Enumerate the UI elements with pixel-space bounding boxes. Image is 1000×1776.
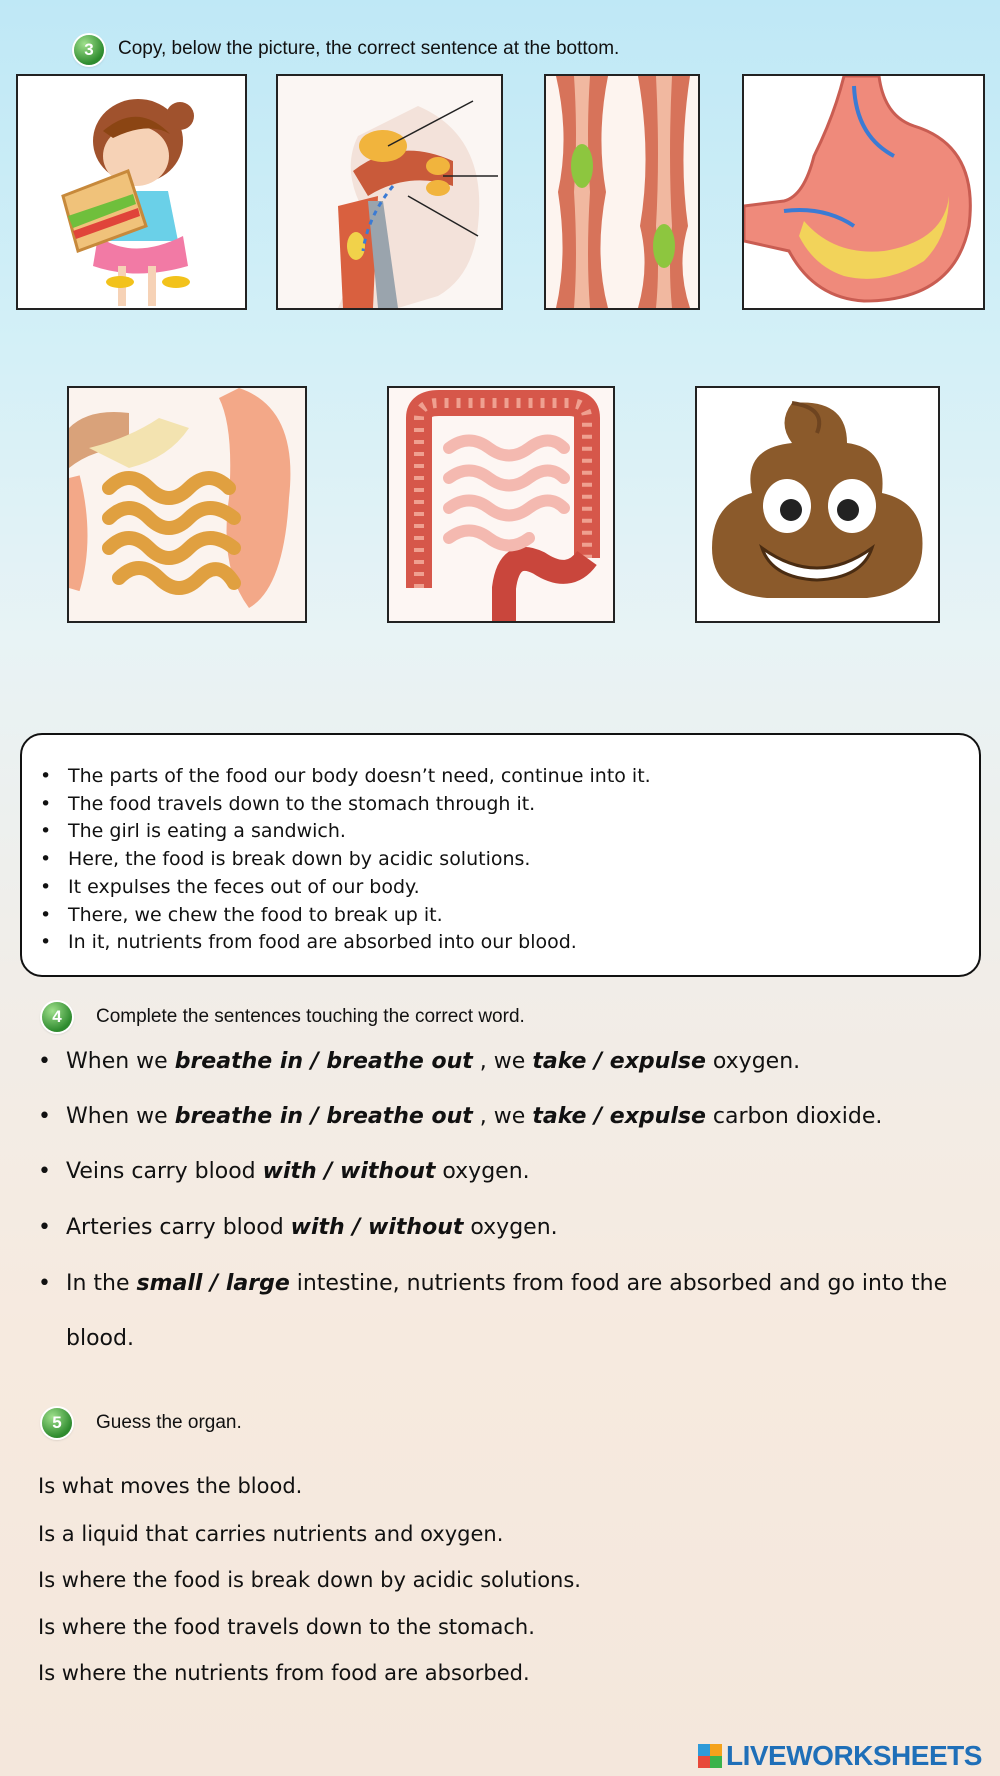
q4-item-1-post: oxygen. — [705, 1049, 801, 1074]
q5-clue-3: Is where the food is break down by acidic solutions. — [38, 1568, 581, 1592]
q4-item-5-pre: In the — [66, 1271, 137, 1296]
mouth-chewing-picture — [276, 74, 503, 310]
poop-picture — [695, 386, 940, 623]
small-intestine-icon — [69, 388, 305, 621]
small-intestine-picture — [67, 386, 307, 623]
section-4-badge: 4 — [42, 1002, 72, 1032]
q4-item-3-option-with[interactable]: with / without — [262, 1159, 436, 1184]
large-intestine-picture — [387, 386, 615, 623]
q4-item-2-post: carbon dioxide. — [705, 1104, 883, 1129]
q4-item-5-option-size[interactable]: small / large — [136, 1271, 290, 1296]
q4-item-4-post: oxygen. — [463, 1215, 558, 1240]
q4-item-5-continuation: blood. — [66, 1326, 134, 1351]
q4-item-3-pre: Veins carry blood — [66, 1159, 263, 1184]
q4-item-1-option-breathe[interactable]: breathe in / breathe out — [174, 1049, 473, 1074]
stomach-picture — [742, 74, 985, 310]
section-3-badge: 3 — [74, 35, 104, 65]
sentence-option[interactable]: • The food travels down to the stomach through it. — [22, 791, 979, 819]
q4-item-5-post: intestine, nutrients from food are absorbed and go into the — [289, 1271, 948, 1296]
sentence-option[interactable]: • The parts of the food our body doesn’t need, continue into it. — [22, 763, 979, 791]
esophagus-picture — [544, 74, 700, 310]
q4-item-1-option-take[interactable]: take / expulse — [532, 1049, 706, 1074]
q4-item-1-mid: , we — [472, 1049, 533, 1074]
q4-item-1-pre: When we — [66, 1049, 175, 1074]
q4-item-2-option-take[interactable]: take / expulse — [532, 1104, 706, 1129]
section-5-badge: 5 — [42, 1408, 72, 1438]
sentence-option[interactable]: • The girl is eating a sandwich. — [22, 818, 979, 846]
sentence-option[interactable]: • It expulses the feces out of our body. — [22, 874, 979, 902]
q4-item-4-option-with[interactable]: with / without — [290, 1215, 464, 1240]
sentence-options-box — [20, 733, 981, 977]
q4-item-2-mid: , we — [472, 1104, 533, 1129]
section-3-instruction: Copy, below the picture, the correct sentence at the bottom. — [118, 38, 620, 59]
sentence-option[interactable]: • In it, nutrients from food are absorbed into our blood. — [22, 929, 979, 957]
sentence-option[interactable]: • Here, the food is break down by acidic solutions. — [22, 846, 979, 874]
girl-eating-sandwich-picture — [16, 74, 247, 310]
q4-item-2-option-breathe[interactable]: breathe in / breathe out — [174, 1104, 473, 1129]
section-5-instruction: Guess the organ. — [96, 1412, 242, 1433]
mouth-chewing-icon — [278, 76, 501, 308]
q5-clue-1: Is what moves the blood. — [38, 1474, 303, 1498]
liveworksheets-logo-icon — [698, 1744, 722, 1768]
q5-clue-5: Is where the nutrients from food are absorbed. — [38, 1661, 530, 1685]
stomach-icon — [744, 76, 983, 308]
q5-clue-2: Is a liquid that carries nutrients and oxygen. — [38, 1522, 504, 1546]
esophagus-icon — [546, 76, 698, 308]
q5-clue-4: Is where the food travels down to the stomach. — [38, 1615, 535, 1639]
sentence-option[interactable]: • There, we chew the food to break up it. — [22, 902, 979, 930]
large-intestine-icon — [389, 388, 613, 621]
girl-eating-sandwich-icon — [18, 76, 245, 308]
section-4-instruction: Complete the sentences touching the correct word. — [96, 1006, 525, 1027]
liveworksheets-logo — [698, 1740, 982, 1772]
poop-emoji-icon — [697, 388, 938, 621]
liveworksheets-brand: LIVEWORKSHEETS — [726, 1740, 982, 1771]
q4-item-3-post: oxygen. — [435, 1159, 530, 1184]
q4-item-2-pre: When we — [66, 1104, 175, 1129]
q4-item-4-pre: Arteries carry blood — [66, 1215, 291, 1240]
sentence-list — [22, 735, 979, 957]
